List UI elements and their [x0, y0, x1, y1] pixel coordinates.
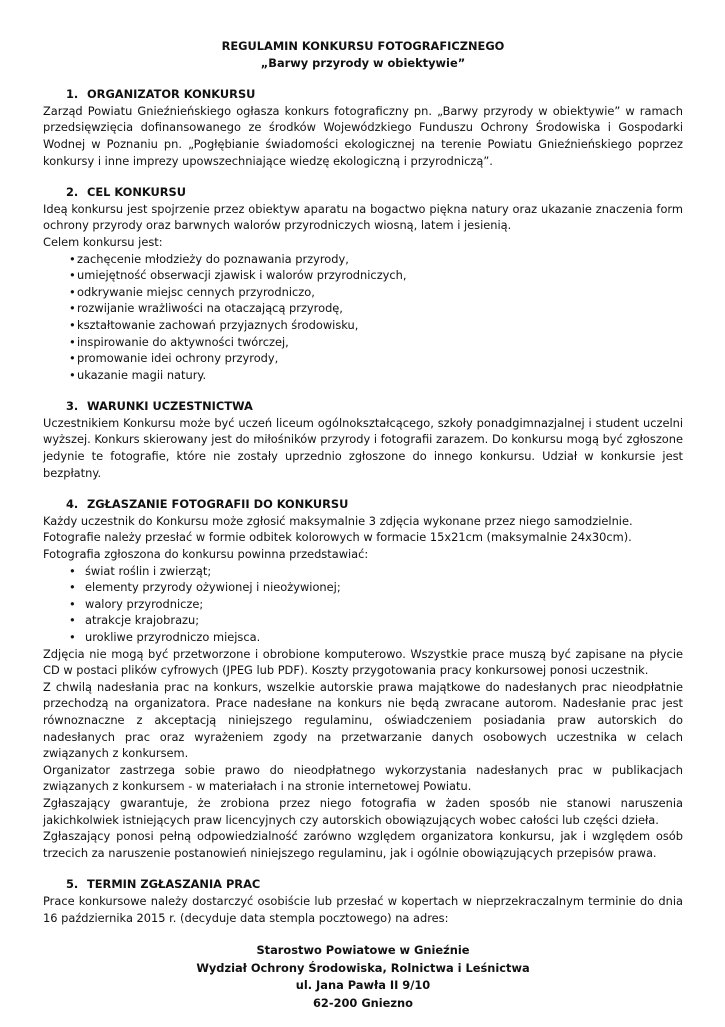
section-number: 4. — [66, 497, 79, 512]
paragraph: Zarząd Powiatu Gnieźnieńskiego ogłasza konkurs fotograficzny pn. „Barwy przyrody w obiektywie” w ramach przedsięwzięcia dofinansowanego ze środków Wojewódzkiego Funduszu Ochrony Środowiska i Gospodarki Wodnej w Poznaniu pn. „Pogłębianie świadomości ekologicznej na terenie Powiatu Gnieźnieńskiego poprzez konkursy i inne imprezy upowszechniające wiedzę ekologiczną i przyrodniczą”. — [43, 103, 683, 168]
list-item: • odkrywanie miejsc cennych przyrodniczo, — [43, 284, 683, 301]
list-item: • zachęcenie młodzieży do poznawania przyrody, — [43, 251, 683, 268]
list-item: • atrakcje krajobrazu; — [43, 612, 683, 629]
address-line: Wydział Ochrony Środowiska, Rolnictwa i Leśnictwa — [196, 960, 530, 975]
section-submission — [43, 496, 683, 861]
section-participation — [43, 398, 683, 481]
section-organizer — [43, 86, 683, 169]
list-item: • rozwijanie wrażliwości na otaczającą przyrodę, — [43, 300, 683, 317]
list-item: • elementy przyrody ożywionej i nieożywionej; — [43, 579, 683, 596]
paragraph: Zdjęcia nie mogą być przetworzone i obrobione komputerowo. Wszystkie prace muszą być zapisane na płycie CD w postaci plików cyfrowych (JPEG lub PDF). Koszty przygotowania pracy konkursowej ponosi uczestnik. — [43, 646, 683, 678]
list-item: • urokliwe przyrodniczo miejsca. — [43, 629, 683, 646]
address-line: ul. Jana Pawła II 9/10 — [295, 978, 431, 993]
section-number: 5. — [66, 877, 79, 892]
paragraph: Z chwilą nadesłania prac na konkurs, wszelkie autorskie prawa majątkowe do nadesłanych prac nieodpłatnie przechodzą na organizatora. Prace nadesłane na konkurs nie będą zwracane autorom. Nadesłanie prac jest równoznaczne z akceptacją niniejszego regulaminu, oświadczeniem posiadania praw autorskich do nadesłanych prac oraz wyrażeniem zgody na przetwarzanie danych osobowych uczestnika w celach związanych z konkursem. — [43, 679, 683, 761]
section-title: CEL KONKURSU — [87, 185, 186, 200]
document-subtitle: „Barwy przyrody w obiektywie” — [260, 55, 466, 70]
list-item: • ukazanie magii natury. — [43, 367, 683, 384]
section-number: 3. — [66, 399, 79, 414]
section-title: WARUNKI UCZESTNICTWA — [87, 399, 253, 414]
list-item: • inspirowanie do aktywności twórczej, — [43, 334, 683, 351]
section-heading — [43, 86, 683, 103]
paragraph: Fotografia zgłoszona do konkursu powinna przedstawiać: — [43, 547, 369, 562]
postal-address — [43, 942, 683, 1012]
section-heading — [43, 398, 683, 415]
section-number: 1. — [66, 87, 79, 102]
document-page — [43, 38, 683, 1027]
list-item: • świat roślin i zwierząt; — [43, 563, 683, 580]
section-heading — [43, 184, 683, 201]
paragraph: Zgłaszający gwarantuje, że zrobiona przez niego fotografia w żaden sposób nie stanowi naruszenia jakichkolwiek istniejących praw licencyjnych czy autorskich obowiązujących wobec całości lub części dzieła. — [43, 795, 683, 827]
section-title: ZGŁASZANIE FOTOGRAFII DO KONKURSU — [87, 497, 349, 512]
paragraph: Każdy uczestnik do Konkursu może zgłosić maksymalnie 3 zdjęcia wykonane przez niego samodzielnie. — [43, 513, 633, 528]
address-line: Starostwo Powiatowe w Gnieźnie — [256, 943, 470, 958]
section-goal — [43, 184, 683, 383]
section-heading — [43, 876, 683, 893]
document-title: REGULAMIN KONKURSU FOTOGRAFICZNEGO — [221, 39, 505, 53]
list-item: • walory przyrodnicze; — [43, 596, 683, 613]
section-deadline — [43, 876, 683, 1012]
list-item: • kształtowanie zachowań przyjaznych środowisku, — [43, 317, 683, 334]
section-title: ORGANIZATOR KONKURSU — [87, 87, 256, 102]
paragraph: Prace konkursowe należy dostarczyć osobiście lub przesłać w kopertach w nieprzekraczalnym terminie do dnia 16 października 2015 r. (decyduje data stempla pocztowego) na adres: — [43, 893, 683, 925]
paragraph: Uczestnikiem Konkursu może być uczeń liceum ogólnokształcącego, szkoły ponadgimnazjalnej i student uczelni wyższej. Konkurs skierowany jest do miłośników przyrody i fotografii zarazem. Do konkursu mogą być zgłoszone jedynie te fotografie, które nie zostały uprzednio zgłoszone do innego konkursu. Udział w konkursie jest bezpłatny. — [43, 415, 683, 480]
paragraph: Fotografie należy przesłać w formie odbitek kolorowych w formacie 15x21cm (maksymalnie 24x30cm). — [43, 530, 632, 545]
list-item: • umiejętność obserwacji zjawisk i walorów przyrodniczych, — [43, 267, 683, 284]
paragraph: Celem konkursu jest: — [43, 234, 163, 249]
paragraph: Ideą konkursu jest spojrzenie przez obiektyw aparatu na bogactwo piękna natury oraz ukazanie znaczenia form ochrony przyrody oraz barwnych walorów przyrodniczych wiosną, latem i jesienią. — [43, 201, 683, 233]
goal-list — [43, 251, 683, 384]
subject-list — [43, 563, 683, 646]
section-heading — [43, 496, 683, 513]
paragraph: Organizator zastrzega sobie prawo do nieodpłatnego wykorzystania nadesłanych prac w publikacjach związanych z konkursem - w materiałach i na stronie internetowej Powiatu. — [43, 762, 683, 794]
paragraph: Zgłaszający ponosi pełną odpowiedzialność zarówno względem organizatora konkursu, jak i względem osób trzecich za naruszenie postanowień niniejszego regulaminu, jak i ogólnie obowiązujących przepisów prawa. — [43, 829, 683, 860]
list-item: • promowanie idei ochrony przyrody, — [43, 350, 683, 367]
address-line: 62-200 Gniezno — [313, 995, 413, 1010]
section-title: TERMIN ZGŁASZANIA PRAC — [87, 877, 261, 892]
section-number: 2. — [66, 185, 79, 200]
